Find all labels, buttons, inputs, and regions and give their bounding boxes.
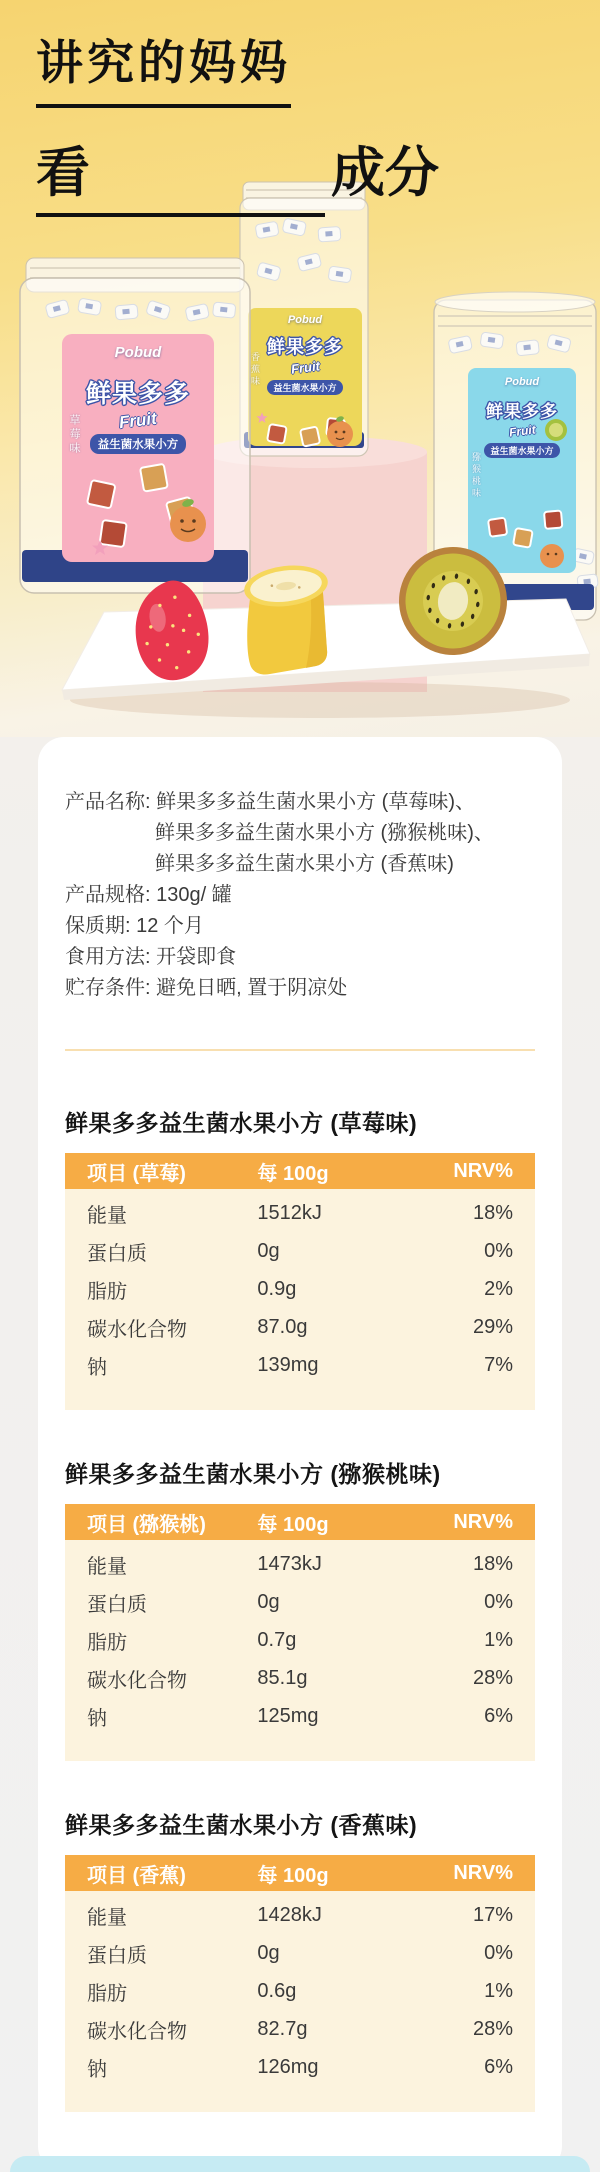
nutrition-table [65,1855,535,2112]
attr-usage: 食用方法: 开袋即食 [65,946,237,968]
brand-logo: Pobud [287,314,323,326]
headline-line1: 讲究的妈妈 [36,26,291,108]
flavor-tag: 香蕉味 [250,352,260,388]
product-name: 鲜果多多 [267,337,343,357]
col-nrv: NRV% [453,1861,513,1884]
table-header-row [65,1855,535,1891]
table-row: 能量 1512kJ 18% [87,1201,513,1227]
table-row: 脂肪 0.6g 1% [87,1979,513,2005]
product-name: 鲜果多多 [486,402,558,421]
table-row: 脂肪 0.7g 1% [87,1628,513,1654]
table-row: 钠 125mg 6% [87,1704,513,1730]
table-row: 钠 126mg 6% [87,2055,513,2081]
hero-banner [0,0,600,737]
jar-label-banana [248,308,362,446]
attr-storage: 贮存条件: 避免日晒, 置于阴凉处 [65,977,348,999]
headline-line2-right: 成分 [331,143,439,203]
col-nrv: NRV% [453,1159,513,1182]
col-item: 项目 (香蕉) [87,1864,186,1887]
table-row: 碳水化合物 82.7g 28% [87,2017,513,2043]
table-row: 蛋白质 0g 0% [87,1941,513,1967]
table-row: 蛋白质 0g 0% [87,1590,513,1616]
hero-headline [36,26,439,217]
fruit-script: Fruit [507,422,537,440]
label-ribbon: 益生菌水果小方 [484,443,559,458]
nutrition-section-strawberry [65,1105,535,1410]
label-ribbon: 益生菌水果小方 [267,380,342,395]
jar-label-kiwi [468,368,576,573]
fruit-script: Fruit [289,358,321,377]
nutrition-section-banana [65,1807,535,2112]
attr-spec: 产品规格: 130g/ 罐 [65,884,232,906]
label-ribbon: 益生菌水果小方 [90,434,187,454]
table-header-row [65,1153,535,1189]
jar-label-strawberry [62,334,214,562]
brand-logo: Pobud [504,376,540,388]
section-title: 鲜果多多益生菌水果小方 (香蕉味) [65,1812,418,1838]
table-row: 蛋白质 0g 0% [87,1239,513,1265]
product-attributes [65,787,535,1004]
col-nrv: NRV% [453,1510,513,1533]
table-row: 能量 1473kJ 18% [87,1552,513,1578]
table-body [65,1540,535,1761]
section-divider [65,1049,535,1051]
section-title: 鲜果多多益生菌水果小方 (猕猴桃味) [65,1461,441,1487]
product-info-card [38,737,562,2172]
col-item: 项目 (草莓) [87,1162,186,1185]
product-name: 鲜果多多 [85,380,190,408]
banana-image [242,561,330,674]
col-per100g: 每 100g [257,1513,329,1536]
brand-logo: Pobud [114,344,162,361]
section-title: 鲜果多多益生菌水果小方 (草莓味) [65,1110,418,1136]
col-item: 项目 (猕猴桃) [87,1513,206,1536]
flavor-tag: 草莓味 [68,414,80,456]
table-row: 钠 139mg 7% [87,1353,513,1379]
next-section-teaser [10,2156,590,2172]
col-per100g: 每 100g [257,1162,329,1185]
nutrition-section-kiwi [65,1456,535,1761]
attr-product-name-2: 鲜果多多益生菌水果小方 (猕猴桃味)、 [155,822,494,844]
table-body [65,1891,535,2112]
flavor-tag: 猕猴桃味 [471,452,481,500]
attr-product-name-1: 产品名称: 鲜果多多益生菌水果小方 (草莓味)、 [65,791,475,813]
headline-line2-left: 看 [36,130,325,217]
table-header-row [65,1504,535,1540]
table-row: 碳水化合物 85.1g 28% [87,1666,513,1692]
attr-product-name-3: 鲜果多多益生菌水果小方 (香蕉味) [155,853,454,875]
table-body [65,1189,535,1410]
table-row: 碳水化合物 87.0g 29% [87,1315,513,1341]
nutrition-table [65,1153,535,1410]
table-row: 能量 1428kJ 17% [87,1903,513,1929]
col-per100g: 每 100g [257,1864,329,1887]
attr-shelf-life: 保质期: 12 个月 [65,915,204,937]
table-row: 脂肪 0.9g 2% [87,1277,513,1303]
fruit-script: Fruit [118,408,158,433]
nutrition-table [65,1504,535,1761]
